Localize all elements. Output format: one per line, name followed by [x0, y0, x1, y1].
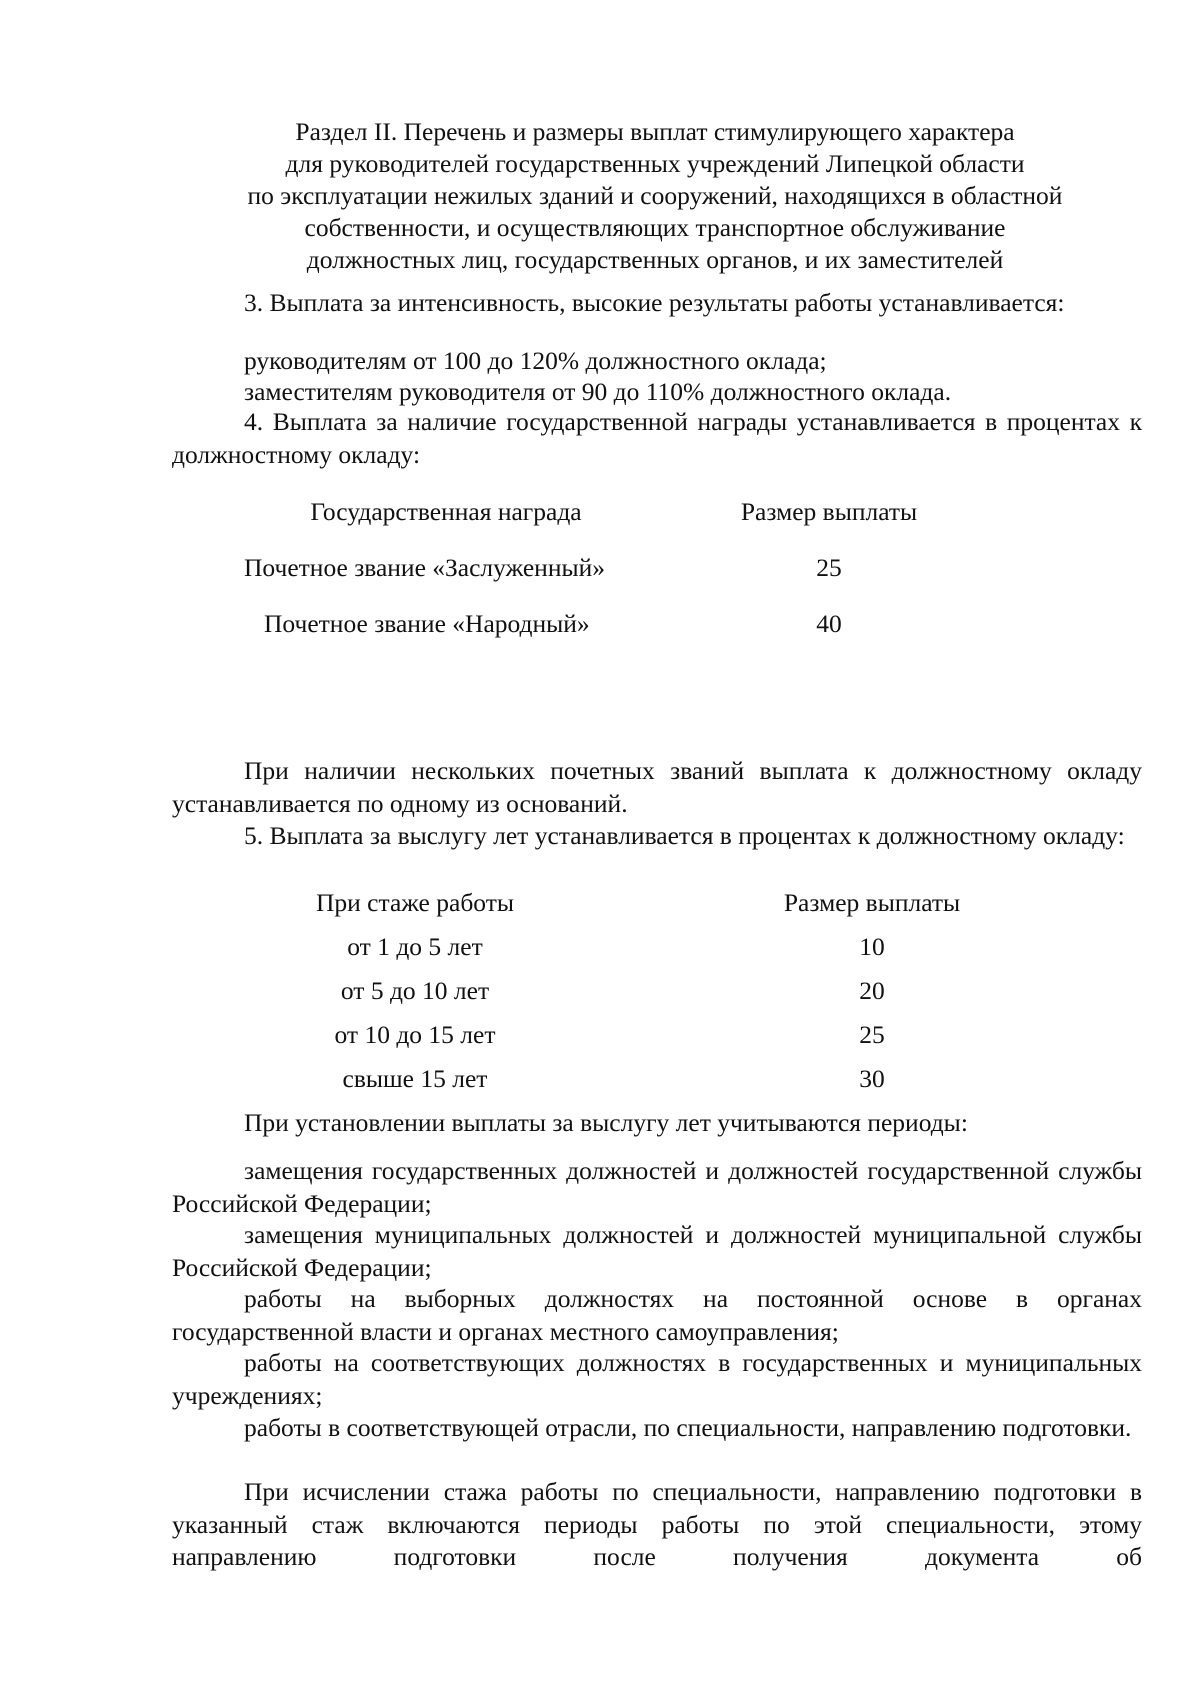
awards-row-1-value: 25 — [816, 553, 842, 582]
service-row-3-period: от 10 до 15 лет — [334, 1020, 496, 1049]
heading-line-3: по эксплуатации нежилых зданий и сооружений, находящихся в областной — [247, 181, 1063, 210]
item-3-line-1: руководителям от 100 до 120% должностного оклада; — [244, 346, 827, 375]
awards-note-paragraph: При наличии нескольких почетных званий выплата к должностному окладу устанавливается по одному из оснований. — [172, 756, 1142, 818]
awards-header-award: Государственная награда — [310, 497, 582, 526]
awards-row-2-value: 40 — [816, 609, 842, 638]
service-row-2-value: 20 — [859, 976, 885, 1005]
section-heading — [160, 116, 1150, 276]
service-row-4-period: свыше 15 лет — [342, 1064, 488, 1093]
item-3-line-2: заместителям руководителя от 90 до 110% должностного оклада. — [244, 377, 952, 406]
periods-intro: При установлении выплаты за выслугу лет учитываются периоды: — [244, 1108, 968, 1137]
period-item-2: замещения муниципальных должностей и должностей муниципальной службы Российской Федерации; — [172, 1220, 1142, 1282]
period-item-1: замещения государственных должностей и должностей государственной службы Российской Федерации; — [172, 1156, 1142, 1218]
period-item-4: работы на соответствующих должностях в государственных и муниципальных учреждениях; — [172, 1348, 1142, 1410]
heading-line-4: собственности, и осуществляющих транспортное обслуживание — [304, 213, 1006, 242]
service-row-1-period: от 1 до 5 лет — [347, 932, 483, 961]
item-5-paragraph: 5. Выплата за выслугу лет устанавливается в процентах к должностному окладу: — [244, 821, 1125, 850]
service-row-4-value: 30 — [859, 1064, 885, 1093]
awards-row-1-name: Почетное звание «Заслуженный» — [244, 553, 605, 582]
item-3-paragraph: 3. Выплата за интенсивность, высокие результаты работы устанавливается: — [244, 288, 1065, 317]
service-row-2-period: от 5 до 10 лет — [340, 976, 490, 1005]
awards-header-amount: Размер выплаты — [740, 497, 918, 526]
awards-row-2-name: Почетное звание «Народный» — [264, 609, 590, 638]
service-row-3-value: 25 — [859, 1020, 885, 1049]
heading-line-1: Раздел II. Перечень и размеры выплат стимулирующего характера — [295, 117, 1015, 146]
heading-line-2: для руководителей государственных учреждений Липецкой области — [285, 149, 1025, 178]
period-item-5: работы в соответствующей отрасли, по специальности, направлению подготовки. — [244, 1413, 1132, 1442]
service-row-1-value: 10 — [859, 932, 885, 961]
item-4-paragraph: 4. Выплата за наличие государственной награды устанавливается в процентах к должностному окладу: — [172, 407, 1142, 469]
period-item-3: работы на выборных должностях на постоянной основе в органах государственной власти и органах местного самоуправления; — [172, 1284, 1142, 1346]
service-header-period: При стаже работы — [316, 888, 514, 917]
service-header-amount: Размер выплаты — [783, 888, 961, 917]
heading-line-5: должностных лиц, государственных органов, и их заместителей — [306, 245, 1004, 274]
final-paragraph: При исчислении стажа работы по специальности, направлению подготовки в указанный стаж включаются периоды работы по этой специальности, этому направлению подготовки после получения документа об — [172, 1477, 1142, 1571]
